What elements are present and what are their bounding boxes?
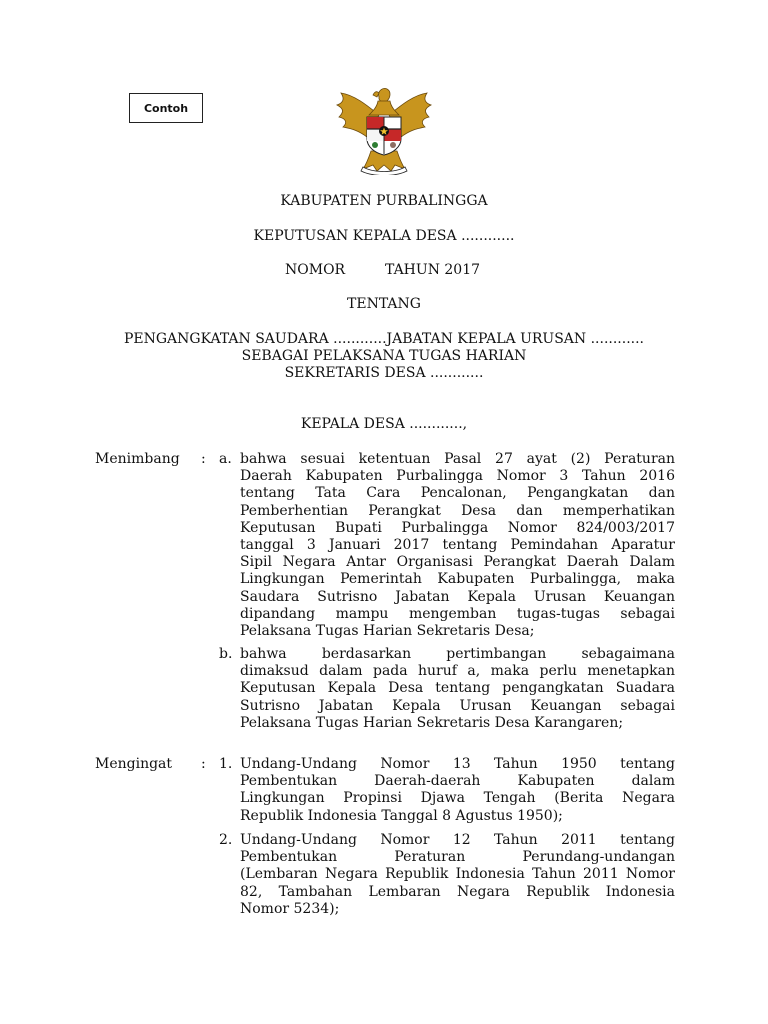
text-line: Undang-Undang Nomor 12 Tahun 2011 tentang [240,832,675,848]
mengingat-label: Mengingat [95,756,173,772]
number-label: NOMOR [285,262,346,278]
text-line: tanggal 3 Januari 2017 tentang Pemindahan Aparatur [240,537,675,554]
decree-title: KEPUTUSAN KEPALA DESA ............ [253,228,515,244]
text-line: Lingkungan Pemerintah Kabupaten Purbalingga, maka [240,571,675,588]
menimbang-colon: : [201,451,206,467]
sample-stamp-label: Contoh [143,101,189,115]
text-line: bahwa berdasarkan pertimbangan sebagaimana [240,646,675,662]
text-line: Keputusan Bupati Purbalingga Nomor 824/003/2017 [240,519,675,536]
text-line: Keputusan Kepala Desa tentang pengangkatan Suadara [240,680,675,697]
regency-title: KABUPATEN PURBALINGGA [280,193,488,209]
about-heading: TENTANG [347,296,421,312]
item-text [240,832,675,918]
decree-number-line [0,262,768,279]
authority-heading: KEPALA DESA ............, [300,416,468,432]
text-line: tentang Tata Cara Pencalonan, Pengangkatan dan [240,485,675,502]
item-marker: 1. [219,756,233,772]
text-line: Pelaksana Tugas Harian Sekretaris Desa Karangaren; [240,714,624,731]
subject-line-1: PENGANGKATAN SAUDARA ............JABATAN KEPALA URUSAN ............ [123,331,645,347]
item-text [240,451,675,640]
text-line: Saudara Sutrisno Jabatan Kepala Urusan Keuangan [240,588,675,605]
menimbang-label: Menimbang [95,451,180,467]
text-line: Undang-Undang Nomor 13 Tahun 1950 tentang [240,756,675,772]
text-line: (Lembaran Negara Republik Indonesia Tahun 2011 Nomor [240,866,675,883]
menimbang-item-a [219,451,675,640]
text-line: dipandang mampu mengemban tugas-tugas sebagai [240,605,675,622]
text-line: dimaksud dalam pada huruf a, maka perlu menetapkan [240,663,675,680]
text-line: bahwa sesuai ketentuan Pasal 27 ayat (2) Peraturan [240,451,675,467]
decree-year: TAHUN 2017 [385,262,481,278]
item-marker: b. [219,646,233,662]
item-text [240,756,675,825]
text-line: Pembentukan Daerah-daerah Kabupaten dalam [240,773,675,790]
text-line: Pelaksana Tugas Harian Sekretaris Desa; [240,623,535,640]
mengingat-colon: : [201,756,206,772]
item-marker: a. [219,451,232,467]
garuda-emblem-icon [333,85,435,175]
text-line: Sutrisno Jabatan Kepala Urusan Keuangan sebagai [240,697,675,714]
mengingat-item-1 [219,756,675,825]
sample-stamp-box [129,93,203,123]
subject-line-3: SEKRETARIS DESA ............ [284,365,484,381]
text-line: 82, Tambahan Lembaran Negara Republik Indonesia [240,883,675,900]
mengingat-item-2 [219,832,675,918]
item-text [240,646,675,732]
text-line: Lingkungan Propinsi Djawa Tengah (Berita Negara [240,790,675,807]
text-line: Daerah Kabupaten Purbalingga Nomor 3 Tahun 2016 [240,468,675,485]
text-line: Pembentukan Peraturan Perundang-undangan [240,849,675,866]
text-line: Republik Indonesia Tanggal 8 Agustus 1950); [240,807,563,824]
text-line: Sipil Negara Antar Organisasi Perangkat Daerah Dalam [240,554,675,571]
item-marker: 2. [219,832,233,848]
text-line: Pemberhentian Perangkat Desa dan memperhatikan [240,502,675,519]
text-line: Nomor 5234); [240,900,340,917]
subject-line-2: SEBAGAI PELAKSANA TUGAS HARIAN [241,348,527,364]
menimbang-item-b [219,646,675,732]
